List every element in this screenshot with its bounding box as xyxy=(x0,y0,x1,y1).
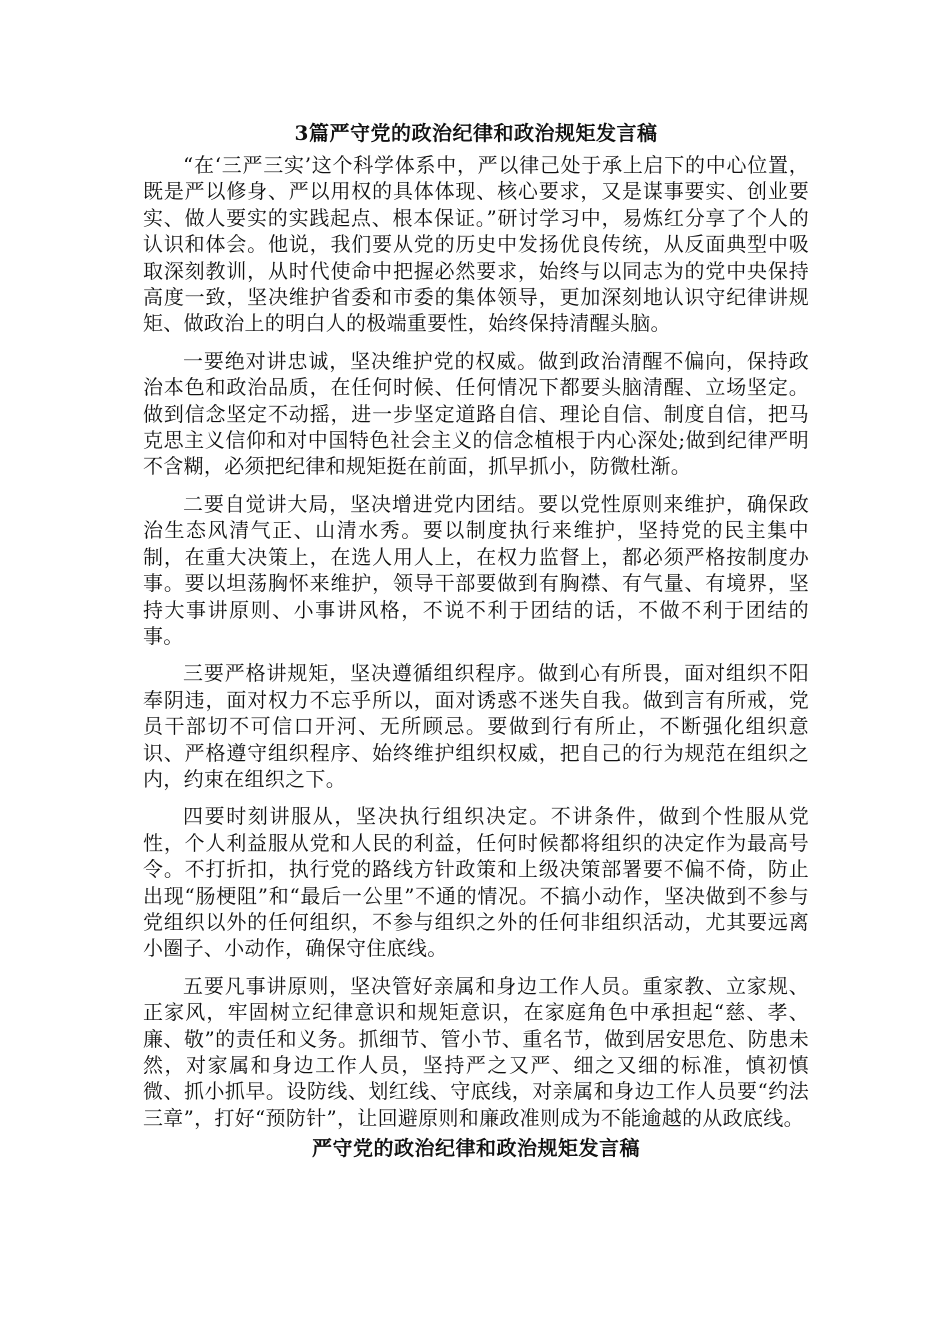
paragraph-intro: “在‘三严三实’这个科学体系中，严以律己处于承上启下的中心位置，既是严以修身、严以用权的具体体现、核心要求，又是谋事要实、创业要实、做人要实的实践起点、根本保证。”研讨学习中，易炼红分享了个人的认识和体会。他说，我们要从党的历史中发扬优良传统，从反面典型中吸取深刻教训，从时代使命中把握必然要求，始终与以同志为的党中央保持高度一致，坚决维护省委和市委的集体领导，更加深刻地认识守纪律讲规矩、做政治上的明白人的极端重要性，始终保持清醒头脑。 xyxy=(143,153,809,336)
paragraph-point-2: 二要自觉讲大局，坚决增进党内团结。要以党性原则来维护，确保政治生态风清气正、山清水秀。要以制度执行来维护，坚持党的民主集中制，在重大决策上，在选人用人上，在权力监督上，都必须严格按制度办事。要以坦荡胸怀来维护，领导干部要做到有胸襟、有气量、有境界，坚持大事讲原则、小事讲风格，不说不利于团结的话，不做不利于团结的事。 xyxy=(143,491,809,648)
paragraph-point-4: 四要时刻讲服从，坚决执行组织决定。不讲条件，做到个性服从党性，个人利益服从党和人民的利益，任何时候都将组织的决定作为最高号令。不打折扣，执行党的路线方针政策和上级决策部署要不偏不倚，防止出现“肠梗阻”和“最后一公里”不通的情况。不搞小动作，坚决做到不参与党组织以外的任何组织，不参与组织之外的任何非组织活动，尤其要远离小圈子、小动作，确保守住底线。 xyxy=(143,804,809,961)
document-page xyxy=(143,118,809,1162)
section-title: 严守党的政治纪律和政治规矩发言稿 xyxy=(312,1136,640,1161)
document-title: 3篇严守党的政治纪律和政治规矩发言稿 xyxy=(294,121,658,145)
paragraph-point-1: 一要绝对讲忠诚，坚决维护党的权威。做到政治清醒不偏向，保持政治本色和政治品质，在任何时候、任何情况下都要头脑清醒、立场坚定。做到信念坚定不动摇，进一步坚定道路自信、理论自信、制度自信，把马克思主义信仰和对中国特色社会主义的信念植根于内心深处;做到纪律严明不含糊，必须把纪律和规矩挺在前面，抓早抓小，防微杜渐。 xyxy=(143,348,809,479)
paragraph-point-3: 三要严格讲规矩，坚决遵循组织程序。做到心有所畏，面对组织不阳奉阴违，面对权力不忘乎所以，面对诱惑不迷失自我。做到言有所戒，党员干部切不可信口开河、无所顾忌。要做到行有所止，不断强化组织意识、严格遵守组织程序、始终维护组织权威，把自己的行为规范在组织之内，约束在组织之下。 xyxy=(143,661,809,791)
paragraph-point-5: 五要凡事讲原则，坚决管好亲属和身边工作人员。重家教、立家规、正家风，牢固树立纪律意识和规矩意识，在家庭角色中承担起“慈、孝、廉、敬”的责任和义务。抓细节、管小节、重名节，做到居安思危、防患未然，对家属和身边工作人员，坚持严之又严、细之又细的标准，慎初慎微、抓小抓早。设防线、划红线、守底线，对亲属和身边工作人员要“约法三章”，打好“预防针”，让回避原则和廉政准则成为不能逾越的从政底线。 xyxy=(143,973,809,1130)
